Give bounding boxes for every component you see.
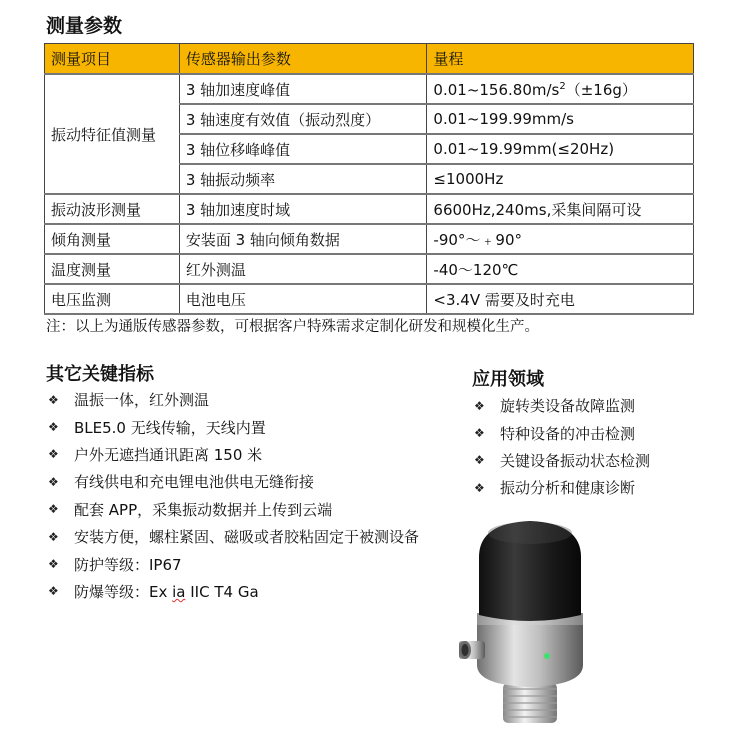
explosion-ia: ia [172, 582, 186, 601]
table-cell-param: 3 轴速度有效值（振动烈度） [179, 104, 427, 134]
table-cell-param: 电池电压 [179, 284, 427, 314]
table-cell-range [427, 74, 694, 104]
header-range: 量程 [427, 44, 694, 75]
header-item: 测量项目 [45, 44, 180, 75]
bullet-icon: ❖ [474, 398, 485, 413]
bullet-icon: ❖ [48, 392, 59, 407]
table-cell-range: -90°～﹢90° [427, 224, 694, 254]
list-item [48, 523, 419, 550]
list-item-text: BLE5.0 无线传输，天线内置 [74, 418, 266, 437]
list-item-text: 关键设备振动状态检测 [500, 451, 651, 470]
table-note: 注：以上为通版传感器参数，可根据客户特殊需求定制化研发和规模化生产。 [46, 319, 539, 335]
table-cell-param: 红外测温 [179, 254, 427, 284]
list-item [474, 447, 650, 474]
sensor-thread [503, 683, 557, 723]
table-cell-item: 电压监测 [45, 284, 180, 314]
applications-list [474, 392, 650, 502]
table-cell-param: 3 轴加速度峰值 [179, 74, 427, 104]
explosion-prefix: 防爆等级：Ex [74, 582, 173, 601]
applications-title: 应用领域 [472, 369, 544, 390]
table-cell-item: 倾角测量 [45, 224, 180, 254]
status-led-icon [544, 653, 550, 659]
bullet-icon: ❖ [474, 426, 485, 441]
table-cell-range: <3.4V 需要及时充电 [427, 284, 694, 314]
bullet-icon: ❖ [474, 480, 485, 495]
table-row [45, 194, 694, 224]
spec-table [44, 43, 694, 315]
table-cell-item: 温度测量 [45, 254, 180, 284]
list-item [48, 468, 419, 495]
key-indicators-list [48, 386, 419, 605]
list-item [474, 392, 650, 419]
bullet-icon: ❖ [48, 420, 59, 435]
range-main: 0.01~156.80m/s [433, 80, 560, 99]
list-item-text: 安装方便，螺柱紧固、磁吸或者胶粘固定于被测设备 [74, 528, 420, 547]
list-item [48, 386, 419, 413]
list-item-text: 温振一体，红外测温 [74, 391, 210, 410]
bullet-icon: ❖ [474, 453, 485, 468]
sensor-cap [479, 521, 581, 621]
list-item [48, 578, 419, 605]
key-indicators-title: 其它关键指标 [46, 364, 154, 385]
list-item-text: 特种设备的冲击检测 [500, 424, 636, 443]
table-cell-param: 3 轴位移峰峰值 [179, 134, 427, 164]
table-cell-range: -40～120℃ [427, 254, 694, 284]
bullet-icon: ❖ [48, 557, 59, 572]
table-row [45, 254, 694, 284]
list-item-text: 户外无遮挡通讯距离 150 米 [74, 445, 263, 464]
table-header-row [45, 44, 694, 75]
table-row [45, 284, 694, 314]
list-item [48, 550, 419, 577]
list-item [48, 441, 419, 468]
range-superscript: 2 [559, 80, 566, 92]
list-item-text: 旋转类设备故障监测 [500, 397, 636, 416]
connector-port [459, 641, 485, 659]
sensor-body [477, 613, 583, 687]
table-cell-range: ≤1000Hz [427, 164, 694, 194]
bullet-icon: ❖ [48, 447, 59, 462]
table-cell-param: 3 轴加速度时域 [179, 194, 427, 224]
explosion-suffix: IIC T4 Ga [185, 582, 259, 601]
table-cell-param: 安装面 3 轴向倾角数据 [179, 224, 427, 254]
list-item-text: 有线供电和充电锂电池供电无缝衔接 [74, 473, 315, 492]
list-item [48, 496, 419, 523]
bullet-icon: ❖ [48, 529, 59, 544]
list-item [474, 474, 650, 501]
table-cell-range: 0.01~199.99mm/s [427, 104, 694, 134]
list-item-text: 配套 APP，采集振动数据并上传到云端 [74, 500, 333, 519]
table-cell-item: 振动特征值测量 [45, 74, 180, 194]
list-item [48, 413, 419, 440]
table-cell-item: 振动波形测量 [45, 194, 180, 224]
sensor-product-image [455, 515, 605, 737]
bullet-icon: ❖ [48, 502, 59, 517]
table-row [45, 74, 694, 104]
bullet-icon: ❖ [48, 584, 59, 599]
table-row [45, 224, 694, 254]
header-param: 传感器输出参数 [179, 44, 427, 75]
table-cell-range: 0.01~19.99mm(≤20Hz) [427, 134, 694, 164]
list-item-text: 振动分析和健康诊断 [500, 479, 636, 498]
table-cell-param: 3 轴振动频率 [179, 164, 427, 194]
table-cell-range: 6600Hz,240ms,采集间隔可设 [427, 194, 694, 224]
list-item [474, 419, 650, 446]
bullet-icon: ❖ [48, 474, 59, 489]
list-item-text [74, 581, 259, 602]
measure-section-title: 测量参数 [46, 15, 123, 37]
list-item-text: 防护等级：IP67 [74, 555, 182, 574]
range-tail: （±16g） [565, 80, 637, 99]
